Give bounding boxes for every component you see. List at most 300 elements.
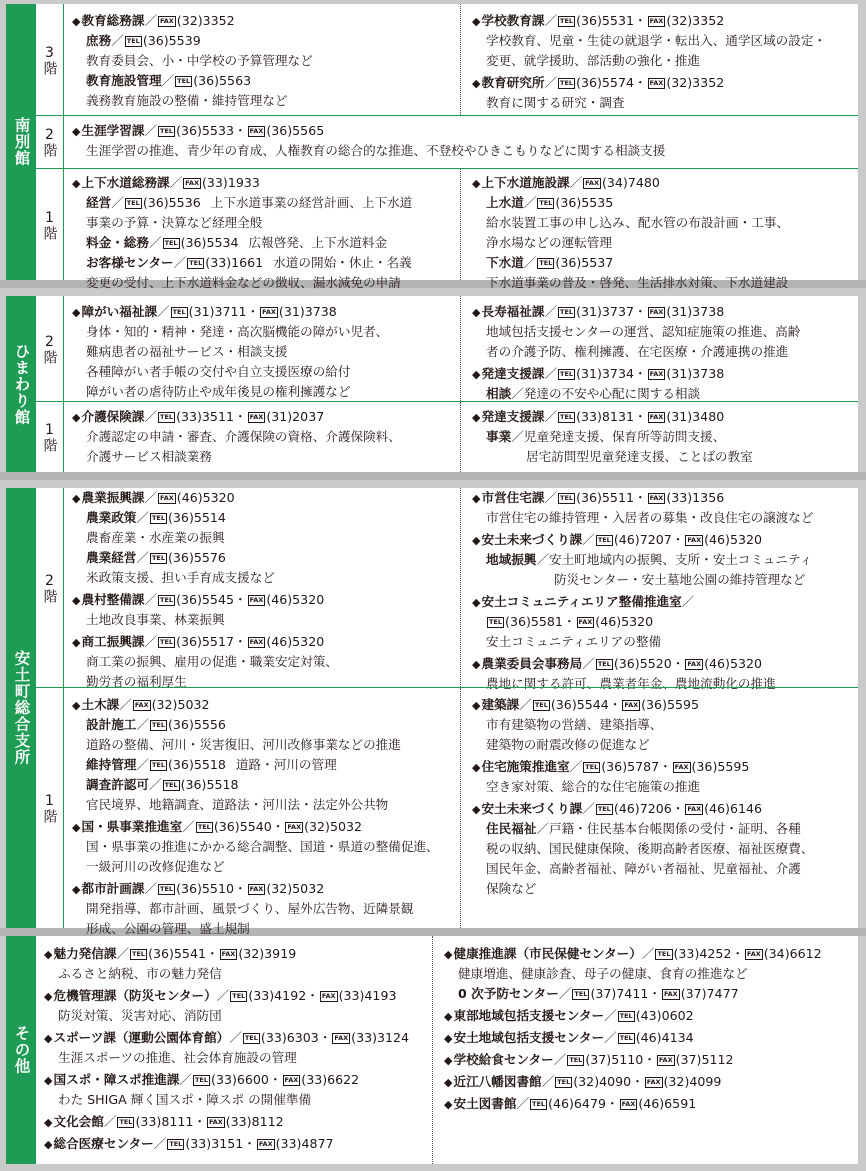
phone-number: (31)3480 xyxy=(666,409,725,424)
separator: ／ xyxy=(119,697,132,712)
phone-number: (36)5520 xyxy=(613,656,672,671)
separator: ・ xyxy=(306,988,319,1003)
separator: ／ xyxy=(173,255,187,270)
phone-number: (46)5320 xyxy=(266,634,325,649)
description: 保険など xyxy=(486,881,537,896)
department-name: 農業振興課 xyxy=(81,490,145,505)
diamond-bullet-icon: ◆ xyxy=(472,596,481,609)
phone-number: (46)6591 xyxy=(638,1096,697,1111)
tel-icon: TEL xyxy=(569,1056,583,1064)
tel-icon: TEL xyxy=(119,1118,133,1126)
phone-number: (36)5565 xyxy=(266,123,325,138)
phone-number: (32)5032 xyxy=(151,697,210,712)
diamond-bullet-icon: ◆ xyxy=(72,306,81,319)
description-text xyxy=(486,735,650,755)
department-entry xyxy=(472,73,724,93)
separator: ・ xyxy=(633,75,647,90)
description: 者の介護予防、権利擁護、在宅医療・介護連携の推進 xyxy=(486,344,789,359)
department-entry xyxy=(44,1134,334,1154)
separator: ／ xyxy=(544,304,558,319)
separator: ／ xyxy=(523,255,537,270)
fax-icon: FAX xyxy=(185,179,199,187)
description: 勤労者の福利厚生 xyxy=(86,674,187,689)
phone-number: (33)3151 xyxy=(185,1136,244,1151)
phone-number: (37)5112 xyxy=(675,1052,734,1067)
separator: ／ xyxy=(582,801,595,816)
separator: ／ xyxy=(511,386,524,401)
department-name: 都市計画課 xyxy=(81,881,145,896)
separator: ・ xyxy=(271,819,285,834)
diamond-bullet-icon: ◆ xyxy=(472,658,481,671)
tel-icon: TEL xyxy=(126,199,140,207)
phone-number: (36)5545 xyxy=(176,592,234,607)
description-text xyxy=(486,632,661,652)
diamond-bullet-icon: ◆ xyxy=(44,1116,53,1129)
section-entry xyxy=(86,548,226,568)
phone-number: (31)3738 xyxy=(278,304,337,319)
building-label: その他 xyxy=(6,936,36,1164)
description: ふるさと納税、市の魅力発信 xyxy=(58,966,222,981)
description-text xyxy=(486,777,700,797)
description-text xyxy=(86,213,262,233)
separator: ／ xyxy=(544,490,558,505)
separator: ／ xyxy=(604,1008,617,1023)
description: 教育に関する研究・調査 xyxy=(486,95,625,110)
fax-icon: FAX xyxy=(649,308,664,316)
building-label: ひまわり館 xyxy=(6,296,36,472)
section-entry xyxy=(486,550,812,570)
description: 各種障がい者手帳の交付や自立支援医療の給付 xyxy=(86,364,351,379)
section-name: 相談 xyxy=(486,386,512,401)
fax-icon: FAX xyxy=(585,179,599,187)
separator: ／ xyxy=(157,304,170,319)
department-name: 生涯学習課 xyxy=(81,123,145,138)
description-text xyxy=(486,342,788,362)
phone-number: (31)3711 xyxy=(188,304,247,319)
description-text xyxy=(86,51,313,71)
description: 変更、就学援助、部活動の強化・推進 xyxy=(486,53,701,68)
department-name: スポーツ課（運動公園体育館） xyxy=(53,1030,230,1045)
tel-icon: TEL xyxy=(195,1076,209,1084)
phone-number: (32)3352 xyxy=(666,13,725,28)
separator: ／ xyxy=(544,366,558,381)
separator: ／ xyxy=(558,986,572,1001)
diamond-bullet-icon: ◆ xyxy=(472,492,481,505)
phone-number: (33)4193 xyxy=(338,988,397,1003)
phone-number: (36)5541 xyxy=(148,946,206,961)
section-name: 料金・総務 xyxy=(86,235,149,250)
description: 生涯学習の推進、青少年の育成、人権教育の総合的な推進、不登校やひきこもりなどに関する相談支援 xyxy=(86,143,666,158)
description-text xyxy=(86,427,401,447)
separator: ・ xyxy=(205,946,219,961)
description-text xyxy=(486,859,801,879)
separator: ／ xyxy=(148,235,162,250)
department-name: 総合医療センター xyxy=(53,1136,154,1151)
tel-icon: TEL xyxy=(160,413,174,421)
description: 商工業の振興、雇用の促進・職業安定対策、 xyxy=(86,654,338,669)
description: 空き家対策、総合的な住宅施策の推進 xyxy=(486,779,701,794)
description-text xyxy=(86,528,225,548)
phone-number: (31)3734 xyxy=(576,366,634,381)
phone-number: (31)3738 xyxy=(666,304,725,319)
description-text xyxy=(486,213,789,233)
department-name: 商工振興課 xyxy=(81,634,145,649)
tel-icon: TEL xyxy=(164,239,178,247)
separator: ／ xyxy=(569,175,583,190)
department-entry xyxy=(72,11,235,31)
section-name: 0 次予防センター xyxy=(458,986,559,1001)
department-entry xyxy=(444,1072,721,1092)
description: 下水道事業の普及・啓発、生活排水対策、下水道建設 xyxy=(486,275,789,290)
phone-number: (33)1933 xyxy=(201,175,260,190)
fax-icon: FAX xyxy=(649,413,664,421)
section-detail: 上下水道事業の経営計画、上下水道 xyxy=(210,195,413,210)
description: 変更の受付、上下水道料金などの徴収、漏水減免の申請 xyxy=(86,275,401,290)
section-entry xyxy=(86,233,387,253)
phone-number: (36)5539 xyxy=(142,33,201,48)
diamond-bullet-icon: ◆ xyxy=(444,948,453,961)
phone-number: (32)5032 xyxy=(266,881,325,896)
tel-icon: TEL xyxy=(244,1034,258,1042)
separator: ／ xyxy=(519,697,532,712)
department-entry xyxy=(472,654,762,674)
section-name: 教育施設管理 xyxy=(86,73,162,88)
section-entry xyxy=(86,715,226,735)
section-entry xyxy=(86,71,251,91)
phone-number: (46)5320 xyxy=(704,532,762,547)
fax-icon: FAX xyxy=(258,1140,273,1148)
fax-icon: FAX xyxy=(160,17,174,25)
tel-icon: TEL xyxy=(534,701,548,709)
description: 国民年金、高齢者福祉、障がい者福祉、児童福祉、介護 xyxy=(486,861,801,876)
section-detail: 水道の開始・休止・名義 xyxy=(273,255,412,270)
diamond-bullet-icon: ◆ xyxy=(72,125,81,138)
tel-icon: TEL xyxy=(151,514,165,522)
fax-icon: FAX xyxy=(208,1118,223,1126)
description: 官民境界、地籍調査、道路法・河川法・法定外公共物 xyxy=(86,797,389,812)
phone-number: (33)8112 xyxy=(225,1114,284,1129)
tel-icon: TEL xyxy=(151,761,165,769)
separator: ／ xyxy=(148,777,162,792)
department-entry xyxy=(72,121,324,141)
separator: ・ xyxy=(243,1136,256,1151)
section-name: お客様センター xyxy=(86,255,174,270)
separator: ・ xyxy=(233,123,247,138)
department-name: 介護保険課 xyxy=(81,409,145,424)
phone-number: (33)4252 xyxy=(673,946,732,961)
separator: ・ xyxy=(233,592,247,607)
diamond-bullet-icon: ◆ xyxy=(44,1138,53,1151)
description-text xyxy=(486,322,800,342)
diamond-bullet-icon: ◆ xyxy=(444,1010,453,1023)
diamond-bullet-icon: ◆ xyxy=(72,411,81,424)
separator: ／ xyxy=(604,1030,617,1045)
department-name: 健康推進課（市民保健センター） xyxy=(453,946,642,961)
description-text xyxy=(86,899,413,919)
department-entry xyxy=(444,1006,694,1026)
phone-number: (37)5110 xyxy=(585,1052,644,1067)
tel-icon: TEL xyxy=(197,823,211,831)
description-text xyxy=(86,273,401,293)
fax-icon: FAX xyxy=(334,1034,349,1042)
diamond-bullet-icon: ◆ xyxy=(472,15,481,28)
diamond-bullet-icon: ◆ xyxy=(72,883,81,896)
building-label: 安土町総合支所 xyxy=(6,488,36,928)
description-text xyxy=(486,508,813,528)
floor-3 xyxy=(36,4,858,115)
diamond-bullet-icon: ◆ xyxy=(72,177,81,190)
separator: ／ xyxy=(136,757,149,772)
separator: ・ xyxy=(671,801,685,816)
tel-icon: TEL xyxy=(539,259,553,267)
tel-icon: TEL xyxy=(597,805,611,813)
description: 介護認定の申請・審査、介護保険の資格、介護保険料、 xyxy=(86,429,401,444)
description-text xyxy=(486,233,612,253)
description-text xyxy=(486,273,788,293)
separator: ・ xyxy=(608,697,622,712)
diamond-bullet-icon: ◆ xyxy=(72,699,81,712)
section-detail: 児童発達支援、保育所等訪問支援、 xyxy=(523,429,726,444)
separator: ／ xyxy=(516,1096,530,1111)
floor-label: 1階 xyxy=(36,402,64,472)
separator: ・ xyxy=(633,490,647,505)
description: 身体・知的・精神・発達・高次脳機能の障がい児者、 xyxy=(86,324,389,339)
fax-icon: FAX xyxy=(649,79,664,87)
department-entry xyxy=(72,302,337,322)
fax-icon: FAX xyxy=(287,823,302,831)
description-text xyxy=(458,964,748,984)
description-text xyxy=(86,837,439,857)
description-text xyxy=(86,362,350,382)
description: 教育委員会、小・中学校の予算管理など xyxy=(86,53,313,68)
phone-number: (36)5595 xyxy=(641,697,700,712)
tel-icon: TEL xyxy=(160,638,174,646)
phone-number: (36)5574 xyxy=(576,75,634,90)
separator: ／ xyxy=(641,946,655,961)
department-name: 障がい福祉課 xyxy=(81,304,158,319)
phone-number: (36)5544 xyxy=(550,697,609,712)
phone-number: (36)5787 xyxy=(601,759,660,774)
section-name: 事業 xyxy=(486,429,512,444)
phone-number: (36)5595 xyxy=(691,759,750,774)
fax-icon: FAX xyxy=(649,494,664,502)
phone-number: (33)4192 xyxy=(248,988,307,1003)
department-entry xyxy=(472,592,694,612)
description: 健康増進、健康診査、母子の健康、食育の推進など xyxy=(458,966,748,981)
department-name: 安土未来づくり課 xyxy=(481,801,583,816)
phone-number: (34)6612 xyxy=(763,946,822,961)
phone-number: (32)3352 xyxy=(176,13,235,28)
phone-number: (36)5534 xyxy=(180,235,239,250)
section-entry xyxy=(458,984,739,1004)
separator: ・ xyxy=(643,1052,656,1067)
building-label: 南別館 xyxy=(6,4,36,280)
department-name: 教育研究所 xyxy=(481,75,545,90)
department-entry xyxy=(72,173,260,193)
diamond-bullet-icon: ◆ xyxy=(472,411,481,424)
department-entry xyxy=(44,1112,284,1132)
section-name: 維持管理 xyxy=(86,757,137,772)
phone-number: (36)5518 xyxy=(168,757,226,772)
department-name: 近江八幡図書館 xyxy=(453,1074,542,1089)
department-entry xyxy=(444,1028,694,1048)
contact-line xyxy=(486,612,653,632)
phone-number: (46)6146 xyxy=(704,801,762,816)
department-name: 安土未来づくり課 xyxy=(481,532,583,547)
separator: ／ xyxy=(144,13,158,28)
separator: ／ xyxy=(169,175,183,190)
department-entry xyxy=(472,695,699,715)
separator: ・ xyxy=(631,1074,644,1089)
section-name: 経営 xyxy=(86,195,112,210)
department-name: 建築課 xyxy=(481,697,520,712)
separator: ・ xyxy=(671,656,685,671)
fax-icon: FAX xyxy=(249,413,264,421)
tel-icon: TEL xyxy=(560,17,574,25)
tel-icon: TEL xyxy=(619,1034,633,1042)
description: 農畜産業・水産業の振興 xyxy=(86,530,225,545)
department-entry xyxy=(72,488,235,508)
floor-2 xyxy=(36,115,858,168)
tel-icon: TEL xyxy=(574,990,588,998)
section-entry xyxy=(86,253,412,273)
department-name: 長寿福祉課 xyxy=(481,304,545,319)
separator: ／ xyxy=(111,195,124,210)
department-entry xyxy=(72,407,324,427)
fax-icon: FAX xyxy=(624,701,639,709)
diamond-bullet-icon: ◆ xyxy=(444,1076,453,1089)
diamond-bullet-icon: ◆ xyxy=(444,1098,453,1111)
fax-icon: FAX xyxy=(321,992,336,1000)
floor-1 xyxy=(36,687,858,936)
phone-number: (36)5537 xyxy=(555,255,614,270)
fax-icon: FAX xyxy=(621,1100,636,1108)
diamond-bullet-icon: ◆ xyxy=(72,15,81,28)
separator: ・ xyxy=(246,304,260,319)
separator: ・ xyxy=(318,1030,332,1045)
phone-number: (33)8111 xyxy=(135,1114,194,1129)
tel-icon: TEL xyxy=(597,536,611,544)
tel-icon: TEL xyxy=(169,1140,183,1148)
separator: ／ xyxy=(111,33,124,48)
section-name: 庶務 xyxy=(86,33,112,48)
description: 国・県事業の推進にかかる総合調整、国道・県道の整備促進、 xyxy=(86,839,439,854)
separator: ／ xyxy=(582,656,595,671)
department-name: 教育総務課 xyxy=(81,13,145,28)
separator: ／ xyxy=(153,1136,167,1151)
tel-icon: TEL xyxy=(560,370,574,378)
description: 浄水場などの運転管理 xyxy=(486,235,612,250)
floor-label: 3階 xyxy=(36,4,64,115)
phone-number: (33)4877 xyxy=(275,1136,334,1151)
section-name: 農業政策 xyxy=(86,510,137,525)
department-entry xyxy=(472,799,762,819)
separator: ・ xyxy=(648,986,661,1001)
tel-icon: TEL xyxy=(489,618,503,626)
section-entry xyxy=(86,775,239,795)
phone-number: (32)5032 xyxy=(304,819,362,834)
section-detail: 広報啓発、上下水道料金 xyxy=(248,235,388,250)
department-name: 上下水道総務課 xyxy=(81,175,170,190)
description-text xyxy=(486,879,536,899)
tel-icon: TEL xyxy=(160,127,174,135)
diamond-bullet-icon: ◆ xyxy=(444,1032,453,1045)
department-entry xyxy=(444,1094,696,1114)
phone-number: (33)6600 xyxy=(211,1072,269,1087)
description: 難病患者の福祉サービス・相談支援 xyxy=(86,344,288,359)
diamond-bullet-icon: ◆ xyxy=(472,761,481,774)
diamond-bullet-icon: ◆ xyxy=(44,990,53,1003)
phone-number: (46)5320 xyxy=(595,614,654,629)
department-name: 東部地域包括支援センター xyxy=(453,1008,605,1023)
diamond-bullet-icon: ◆ xyxy=(472,306,481,319)
department-entry xyxy=(472,757,749,777)
phone-number: (36)5556 xyxy=(168,717,226,732)
separator: ／ xyxy=(511,429,524,444)
phone-number: (37)7411 xyxy=(590,986,649,1001)
description: 防災センター・安土墓地公園の維持管理など xyxy=(554,572,806,587)
description-text xyxy=(526,447,753,467)
fax-icon: FAX xyxy=(646,1078,661,1086)
phone-number: (32)3352 xyxy=(666,75,725,90)
description-text xyxy=(86,652,338,672)
phone-number: (46)6479 xyxy=(548,1096,606,1111)
description: 建築物の耐震改修の促進など xyxy=(486,737,650,752)
phone-number: (34)7480 xyxy=(601,175,660,190)
phone-number: (46)5320 xyxy=(704,656,762,671)
tel-icon: TEL xyxy=(132,950,146,958)
section-azuchi xyxy=(6,488,858,936)
description: わた SHIGA 輝く国スポ・障スポ の開催準備 xyxy=(58,1092,312,1107)
section-entry xyxy=(86,31,201,51)
tel-icon: TEL xyxy=(619,1012,633,1020)
fax-icon: FAX xyxy=(687,660,702,668)
section-minamibekkan xyxy=(6,4,858,290)
department-entry xyxy=(44,1028,409,1048)
diamond-bullet-icon: ◆ xyxy=(472,534,481,547)
description: 農地に関する許可、農業者年金、農地流動化の推進 xyxy=(486,676,776,691)
tel-icon: TEL xyxy=(657,950,671,958)
floor-label: 2階 xyxy=(36,488,64,687)
separator: ／ xyxy=(136,717,149,732)
separator: ／ xyxy=(681,594,695,609)
separator: ・ xyxy=(671,532,685,547)
separator: ／ xyxy=(569,759,583,774)
fax-icon: FAX xyxy=(658,1056,673,1064)
phone-number: (37)7477 xyxy=(680,986,739,1001)
description: 安土コミュニティエリアの整備 xyxy=(486,634,662,649)
diamond-bullet-icon: ◆ xyxy=(72,636,81,649)
department-name: 住宅施策推進室 xyxy=(481,759,570,774)
section-name: 農業経営 xyxy=(86,550,137,565)
description: 居宅訪問型児童発達支援、ことばの教室 xyxy=(526,449,753,464)
section-detail: 道路・河川の管理 xyxy=(235,757,337,772)
separator: ・ xyxy=(233,881,247,896)
phone-number: (36)5536 xyxy=(142,195,201,210)
department-name: 危機管理課（防災センター） xyxy=(53,988,217,1003)
description: 市有建築物の営繕、建築指導、 xyxy=(486,717,663,732)
tel-icon: TEL xyxy=(560,79,574,87)
fax-icon: FAX xyxy=(221,950,236,958)
separator: ／ xyxy=(144,634,158,649)
floor-label: 1階 xyxy=(36,169,64,280)
description-text xyxy=(86,322,388,342)
tel-icon: TEL xyxy=(557,1078,571,1086)
separator: ／ xyxy=(582,532,595,547)
phone-number: (33)3511 xyxy=(176,409,234,424)
separator: ／ xyxy=(536,552,549,567)
phone-number: (36)5511 xyxy=(576,490,634,505)
